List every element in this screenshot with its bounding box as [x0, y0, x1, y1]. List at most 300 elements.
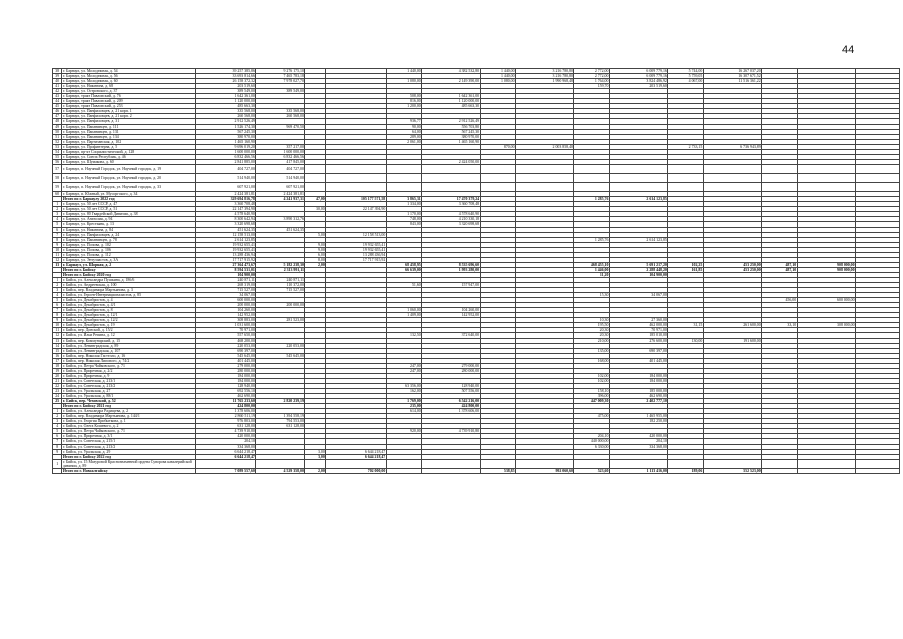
table-cell: г. Бийск, ул. Декабристов, д. 8 [62, 308, 196, 313]
table-cell [480, 459, 515, 468]
table-cell: 31,15 [668, 323, 703, 328]
table-cell: 908 000,00 [797, 267, 855, 272]
table-cell: 843,00 [386, 222, 421, 227]
repair-register-table [52, 68, 900, 474]
table-cell: 6 644 218,47 [326, 454, 387, 459]
table-cell: 447 009,30 [574, 399, 609, 404]
table-cell: г. Бийск, ул. Советская, д. 213/2 [62, 383, 196, 388]
table-cell: 451 624,35 [256, 227, 305, 232]
table-cell: 992 060,60 [516, 468, 574, 473]
table-cell: 308 883,00 [195, 318, 256, 323]
table-cell [797, 459, 855, 468]
table-cell [386, 164, 421, 173]
table-cell: 22 147 394,90 [326, 207, 387, 212]
table-cell: г. Барнаул, п. Научный Городок, ул. Научный городок, д. 20 [62, 173, 196, 182]
table-cell [386, 468, 421, 473]
table-cell: 401 445,00 [195, 358, 256, 363]
table-cell: 2 003 858,40 [516, 144, 574, 149]
table-cell: 1 [53, 202, 62, 207]
table-cell: 9 [53, 242, 62, 247]
table-cell: 9,00 [305, 242, 326, 247]
table-cell: 396,00 [574, 394, 609, 399]
table-cell: 15 [53, 348, 62, 353]
table-cell [516, 164, 574, 173]
table-cell: 43 [53, 94, 62, 99]
table-cell: 2 841 885,00 [195, 159, 256, 164]
table-cell: 1 642 361,00 [195, 94, 256, 99]
table-cell [516, 183, 574, 192]
table-cell: 19 932 655,41 [195, 247, 256, 252]
table-cell: 54 [53, 149, 62, 154]
table-cell: 1 993 280,00 [422, 267, 480, 272]
table-cell: г. Барнаул, ул. 80 Гвардейской Дивизии, д. 38 [62, 212, 196, 217]
table-cell: 6 330,00 [574, 444, 609, 449]
table-cell: 9 [53, 449, 62, 454]
table-cell: 1 642 361,00 [422, 94, 480, 99]
table-cell: 13 288 436,94 [326, 252, 387, 257]
table-cell: 17 717 915,92 [195, 257, 256, 262]
table-cell: 68 458,95 [386, 262, 421, 267]
table-cell [762, 468, 797, 473]
table-cell: 50 [53, 129, 62, 134]
table-cell: 462 690,00 [195, 394, 256, 399]
table-cell: 631 128,00 [256, 424, 305, 429]
table-cell: 13 288 436,94 [195, 252, 256, 257]
table-cell: 247,00 [386, 368, 421, 373]
table-cell [856, 173, 900, 182]
table-cell: 40 [53, 79, 62, 84]
table-cell: 204,10 [574, 434, 609, 439]
table-cell: 702 000,00 [326, 468, 387, 473]
table-cell: 53 [53, 144, 62, 149]
table-cell: 2 912 526,49 [195, 119, 256, 124]
table-cell: 1 334,00 [386, 202, 421, 207]
table-cell: г. Бийск, ул. Александра Пушкина, д. 186/6 [62, 277, 196, 282]
table-cell: 260 568,00 [256, 114, 305, 119]
table-cell: г. Барнаул, ул. Папанинцев, д. 134 [62, 134, 196, 139]
table-cell: 468 200,00 [195, 338, 256, 343]
table-cell: 424 800,00 [195, 404, 256, 409]
table-cell: г. Барнаул, ул. Шорная, д. 2 [62, 262, 196, 267]
table-cell: 19 932 655,41 [195, 242, 256, 247]
table-cell: 487,10 [762, 262, 797, 267]
table-cell [856, 459, 900, 468]
table-cell: 870,00 [480, 144, 515, 149]
table-cell: 200 000,00 [256, 303, 305, 308]
table-cell: 11,20 [574, 272, 609, 277]
table-cell: 66 639,00 [386, 267, 421, 272]
table-cell: 158,10 [574, 389, 609, 394]
table-row [53, 164, 900, 173]
table-cell: 1 446,00 [574, 267, 609, 272]
table-cell: 21 [53, 378, 62, 383]
table-cell: 16 307 671,52 [703, 74, 761, 79]
table-cell: 6 009 779,16 [609, 69, 667, 74]
table-cell: 1 526 174,30 [195, 124, 256, 129]
table-cell: 3 216 780,80 [516, 74, 574, 79]
table-cell: 276 600,00 [609, 338, 667, 343]
table-cell: 7 465 783,18 [256, 74, 305, 79]
table-cell: 440 000,00 [574, 439, 609, 444]
table-cell: 514 940,00 [256, 173, 305, 182]
table-cell: 161,85 [668, 267, 703, 272]
table-cell: 247,00 [386, 363, 421, 368]
table-cell: 60 [53, 192, 62, 197]
table-cell: 631 128,00 [195, 424, 256, 429]
table-cell: Итого по г. Бийску 2022 год [62, 454, 196, 459]
table-cell: г. Барнаул, п. Южный, ул. Мусоргского, д. 34 [62, 192, 196, 197]
table-cell: г. Барнаул, ул. Союза Республик, д. 46 [62, 154, 196, 159]
table-cell: 268 319,00 [195, 283, 256, 288]
table-cell: 335 568,00 [256, 109, 305, 114]
table-cell [856, 183, 900, 192]
table-cell: 142 952,00 [195, 313, 256, 318]
table-cell: 184 000,00 [609, 373, 667, 378]
table-cell: 44 [53, 99, 62, 104]
table-cell: 42 [53, 89, 62, 94]
table-cell [256, 459, 305, 468]
table-cell: г. Барнаул, ул. Анатолия, д. 94 [62, 217, 196, 222]
table-cell: 184 000,00 [609, 378, 667, 383]
table-cell: г. Бийск, пер. Николая Гастелло, д. 16 [62, 353, 196, 358]
table-cell: 18 [53, 363, 62, 368]
table-cell: 3 216 780,80 [516, 69, 574, 74]
table-cell: 22 [53, 383, 62, 388]
table-cell: 2 [53, 283, 62, 288]
table-cell [574, 173, 609, 182]
table-cell: 23 [53, 389, 62, 394]
table-cell: 5 744,00 [668, 69, 703, 74]
table-cell: г. Бийск, пер. Коммунарский, д. 15 [62, 338, 196, 343]
table-cell: 308 000,00 [797, 323, 855, 328]
table-cell: 19 [53, 368, 62, 373]
table-cell: 1 285,76 [574, 197, 609, 202]
table-body [53, 69, 900, 474]
table-cell [422, 183, 480, 192]
table-cell: 1 200,00 [386, 104, 421, 109]
table-cell: 57 [53, 164, 62, 173]
table-cell: 1 170,00 [386, 212, 421, 217]
table-cell: 456,00 [762, 298, 797, 303]
table-cell: г. Бийск, ул. Советская, д. 213/1 [62, 378, 196, 383]
table-cell: 191 600,00 [703, 338, 761, 343]
table-cell: г. Барнаул, ул. Молодежная, д. 56 [62, 74, 196, 79]
table-cell: 4 739 910,80 [195, 429, 256, 434]
table-cell: 614,00 [386, 409, 421, 414]
table-cell: 4 [53, 424, 62, 429]
table-cell [609, 173, 667, 182]
table-cell: 487,10 [762, 267, 797, 272]
table-cell: 9,00 [305, 247, 326, 252]
table-cell [574, 164, 609, 173]
table-cell: 20,30 [574, 333, 609, 338]
table-cell: 451 624,35 [195, 227, 256, 232]
table-cell: г. Барнаул, ул. Папанинцев, д. 131 [62, 129, 196, 134]
table-cell: 5 759,05 [668, 74, 703, 79]
table-cell: 2 424 381,81 [256, 192, 305, 197]
table-cell: г. Бийск, ул. Уральская, д. 88/1 [62, 394, 196, 399]
table-cell: г. Бийск, ул. Приречная, д. 2/2 [62, 368, 196, 373]
table-cell: г. Барнаул, тракт Павловский, д. 209 [62, 99, 196, 104]
table-cell: 5,00 [305, 232, 326, 237]
table-cell: 33,10 [762, 323, 797, 328]
table-cell: 34 067,00 [195, 293, 256, 298]
table-cell: 15,30 [574, 293, 609, 298]
table-cell: 3 320 698,68 [422, 222, 480, 227]
table-cell [762, 164, 797, 173]
table-cell: г. Бийск, ул. Декабристов, д. 4 [62, 298, 196, 303]
table-cell: 184 000,00 [195, 378, 256, 383]
table-cell: 2,00 [305, 262, 326, 267]
table-cell: 462 690,00 [609, 394, 667, 399]
table-cell: 8 [53, 237, 62, 242]
table-cell: 10 [53, 247, 62, 252]
table-cell [422, 459, 480, 468]
table-cell [797, 468, 855, 473]
table-cell [305, 459, 326, 468]
table-cell: 5 [53, 429, 62, 434]
table-cell: 920,00 [386, 429, 421, 434]
table-cell: 17 [53, 358, 62, 363]
table-cell [480, 173, 515, 182]
table-cell: 4 067,00 [668, 79, 703, 84]
table-cell: г. Барнаул, ул. Молодежная, д. 54 [62, 69, 196, 74]
table-cell: 6 832 466,56 [256, 154, 305, 159]
page-number: 44 [842, 44, 855, 56]
table-cell: 11 [53, 328, 62, 333]
table-cell: 51,60 [386, 283, 421, 288]
table-cell: г. Бийск, ул. Уральская, д. 29 [62, 449, 196, 454]
table-cell [422, 173, 480, 182]
table-cell: 4 578 640,90 [422, 212, 480, 217]
table-cell: 240 871,11 [256, 277, 305, 282]
table-cell: 2 912 526,49 [422, 119, 480, 124]
table-cell: 20,30 [574, 328, 609, 333]
table-cell: 1 394 558,19 [256, 414, 305, 419]
table-cell: 11 [53, 252, 62, 257]
table-cell [762, 173, 797, 182]
table-cell: 468 455,10 [574, 262, 609, 267]
table-cell: 6 832 466,56 [195, 154, 256, 159]
table-cell: 690 397,00 [609, 348, 667, 353]
table-cell: 552 523,00 [703, 468, 761, 473]
table-cell: г. Барнаул, ул. Крестьянк, д. 13 [62, 222, 196, 227]
table-cell: г. Барнаул, ул. Профинтерна, д. 5 [62, 144, 196, 149]
table-cell: 8 594 531,01 [195, 267, 256, 272]
table-cell [386, 459, 421, 468]
table-cell: 6 542 216,00 [422, 399, 480, 404]
table-cell: 4 [53, 293, 62, 298]
table-cell: 1 409,00 [386, 313, 421, 318]
table-cell: 6 [53, 434, 62, 439]
table-cell: 389 549,00 [195, 89, 256, 94]
table-cell: 19 932 655,41 [326, 242, 387, 247]
table-cell [703, 164, 761, 173]
table-cell: 128 940,00 [195, 383, 256, 388]
table-cell: 11 765 233,60 [195, 399, 256, 404]
table-cell: 475,00 [574, 414, 609, 419]
table-cell: 220 053,00 [256, 343, 305, 348]
table-cell: г. Барнаул, ул. Панфиловцев, д. 24 [62, 232, 196, 237]
table-cell: 1 113 416,00 [609, 468, 667, 473]
table-cell: 210,00 [574, 338, 609, 343]
table-cell: г. Бийск, ул. Уральская, д. 27 [62, 389, 196, 394]
table-cell: 281 523,00 [256, 318, 305, 323]
table-cell: 2 614 123,85 [195, 237, 256, 242]
table-cell [668, 173, 703, 182]
table-cell: 1 080,00 [386, 79, 421, 84]
table-cell: 200 000,00 [195, 303, 256, 308]
table-cell: 1 [53, 409, 62, 414]
table-cell: 3 [53, 288, 62, 293]
table-cell: 507 556,00 [422, 389, 480, 394]
table-cell [516, 173, 574, 182]
table-cell: г. Бийск, ул. Героев-Интернационалистов, д. 85 [62, 293, 196, 298]
table-cell: 26 158 372,32 [195, 79, 256, 84]
table-cell [422, 468, 480, 473]
table-cell: 1 378 606,00 [195, 409, 256, 414]
table-cell: 3 360 708,48 [422, 202, 480, 207]
table-cell: 969 470,50 [256, 124, 305, 129]
table-cell: 11 516 361,22 [703, 79, 761, 84]
table-cell: 24 [53, 394, 62, 399]
table-cell: г. Барнаул, тракт Павловский, д. 253 [62, 104, 196, 109]
table-cell: 2 614 123,85 [609, 237, 667, 242]
table-cell [326, 459, 387, 468]
table-cell: 1 465 955,00 [609, 414, 667, 419]
table-cell: 380 970,00 [422, 134, 480, 139]
table-cell: 1 440,00 [480, 69, 515, 74]
table-cell: г. Барнаул, ул. Панфиловцев, д. 31 [62, 119, 196, 124]
table-cell: 417 845,00 [256, 159, 305, 164]
table-cell [762, 183, 797, 192]
table-cell: г. Бийск, пер. Николая Липового, д. 74/2 [62, 358, 196, 363]
table-cell [326, 173, 387, 182]
table-cell: 9 276 175,10 [256, 69, 305, 74]
table-cell: 10 [53, 323, 62, 328]
table-cell: 545 645,00 [256, 353, 305, 358]
table-cell: 1 440,00 [480, 74, 515, 79]
table-cell: 279 000,00 [195, 363, 256, 368]
table-cell: 189,06 [668, 468, 703, 473]
table-cell: 607 921,00 [195, 183, 256, 192]
table-cell: 538,85 [480, 468, 515, 473]
table-cell: 185 010,00 [609, 333, 667, 338]
table-cell [609, 164, 667, 173]
table-cell: г. Бийск, ул. Советская, д. 213/2 [62, 444, 196, 449]
table-cell [703, 459, 761, 468]
table-cell: 45 [53, 104, 62, 109]
table-cell [797, 173, 855, 182]
table-cell: г. Барнаул, ул. 50 лет СССР, д. 51 [62, 207, 196, 212]
table-cell: 1 600 000,00 [256, 149, 305, 154]
table-cell: 2 424 050,00 [422, 159, 480, 164]
table-cell: 6 644 218,47 [195, 449, 256, 454]
total-row [53, 468, 900, 473]
table-cell: Итого по г. Бийску 2020 год [62, 272, 196, 277]
table-cell: 334 368,00 [609, 444, 667, 449]
table-cell: 1 080,00 [480, 79, 515, 84]
table-cell: 104 260,00 [422, 308, 480, 313]
table-cell: 204,10 [195, 439, 256, 444]
table-cell: 2,00 [305, 468, 326, 473]
table-cell: г. Бийск, ул. Ильи Репина, д. 12 [62, 333, 196, 338]
table-cell: 55 [53, 154, 62, 159]
table-cell: 389 549,00 [256, 89, 305, 94]
table-cell: 48 [53, 119, 62, 124]
table-cell: 182 250,00 [609, 419, 667, 424]
table-cell [386, 183, 421, 192]
table-cell: 157 947,00 [422, 283, 480, 288]
table-cell: 6 [53, 227, 62, 232]
table-cell: 1 031 600,00 [195, 323, 256, 328]
table-cell: 1 465 160,90 [195, 139, 256, 144]
table-cell: 4 210 330,18 [422, 217, 480, 222]
table-cell: 4 739 910,80 [422, 429, 480, 434]
table-cell: 16 [53, 353, 62, 358]
table-cell: 58 [53, 173, 62, 182]
table-cell: 22 147 394,90 [195, 207, 256, 212]
table-cell: г. Барнаул, п. Научный Городок, ул. Научный городок, д. 19 [62, 164, 196, 173]
table-cell: г. Барнаул, ул. Энтузиастов, д. 3А [62, 257, 196, 262]
table-cell: Итого по г. Барнаулу 2022 год [62, 197, 196, 202]
table-cell: 102,00 [574, 378, 609, 383]
table-cell [668, 459, 703, 468]
table-cell: 567 245,30 [195, 129, 256, 134]
table-cell: 10,30 [574, 318, 609, 323]
table-cell: 17 470 379,24 [422, 197, 480, 202]
table-cell: 12 158 513,00 [326, 232, 387, 237]
table-row [53, 173, 900, 182]
table-cell: 2 061,00 [386, 139, 421, 144]
table-cell [668, 164, 703, 173]
table-cell: 185 000,00 [609, 389, 667, 394]
table-cell: 12 158 513,00 [195, 232, 256, 237]
table-cell: 105 177 571,58 [326, 197, 387, 202]
table-cell: г. Бийск, ул. Петра Чайковского, д. 71 [62, 429, 196, 434]
table-cell: 7 [53, 232, 62, 237]
table-cell: г. Барнаул, ул. Шумакова, д. 60 [62, 159, 196, 164]
table-cell: 600 000,00 [797, 298, 855, 303]
table-cell: 30,00 [305, 207, 326, 212]
table-cell: 19 932 655,41 [326, 247, 387, 252]
table-cell: 280 000,00 [422, 368, 480, 373]
table-cell: 9 696 019,20 [195, 144, 256, 149]
table-cell: г. Барнаул, ул. Попова, д. 102 [62, 242, 196, 247]
table-cell: г. Бийск, пер. Владимира Мартьянова, д. 144/1 [62, 414, 196, 419]
table-cell: 404 727,00 [256, 164, 305, 173]
table-cell: 1 769,00 [386, 399, 421, 404]
table-cell: 420 000,00 [609, 434, 667, 439]
table-cell: 9 [53, 318, 62, 323]
table-cell: 56 [53, 159, 62, 164]
table-cell: 168,00 [574, 358, 609, 363]
table-cell [305, 173, 326, 182]
table-cell [53, 468, 62, 473]
table-cell: Итого по г. Бийску 2021 год [62, 404, 196, 409]
table-cell: г. Бийск, ул. Георгия Прибытковa, д. 1 [62, 419, 196, 424]
table-cell [609, 459, 667, 468]
table-cell: г. Барнаул, п. Научный Городок, ул. Научный городок, д. 33 [62, 183, 196, 192]
table-cell: 6 009 779,16 [609, 74, 667, 79]
table-cell: 3 890 312,76 [256, 217, 305, 222]
table-cell: 102,00 [574, 373, 609, 378]
table-cell: 401 445,00 [609, 358, 667, 363]
table-cell: 8 535 696,60 [422, 262, 480, 267]
table-cell: 4 578 640,90 [195, 212, 256, 217]
table-cell: г. Барнаул, ул. Папанинцев, д. 111 [62, 124, 196, 129]
table-cell: 485 663,30 [195, 104, 256, 109]
